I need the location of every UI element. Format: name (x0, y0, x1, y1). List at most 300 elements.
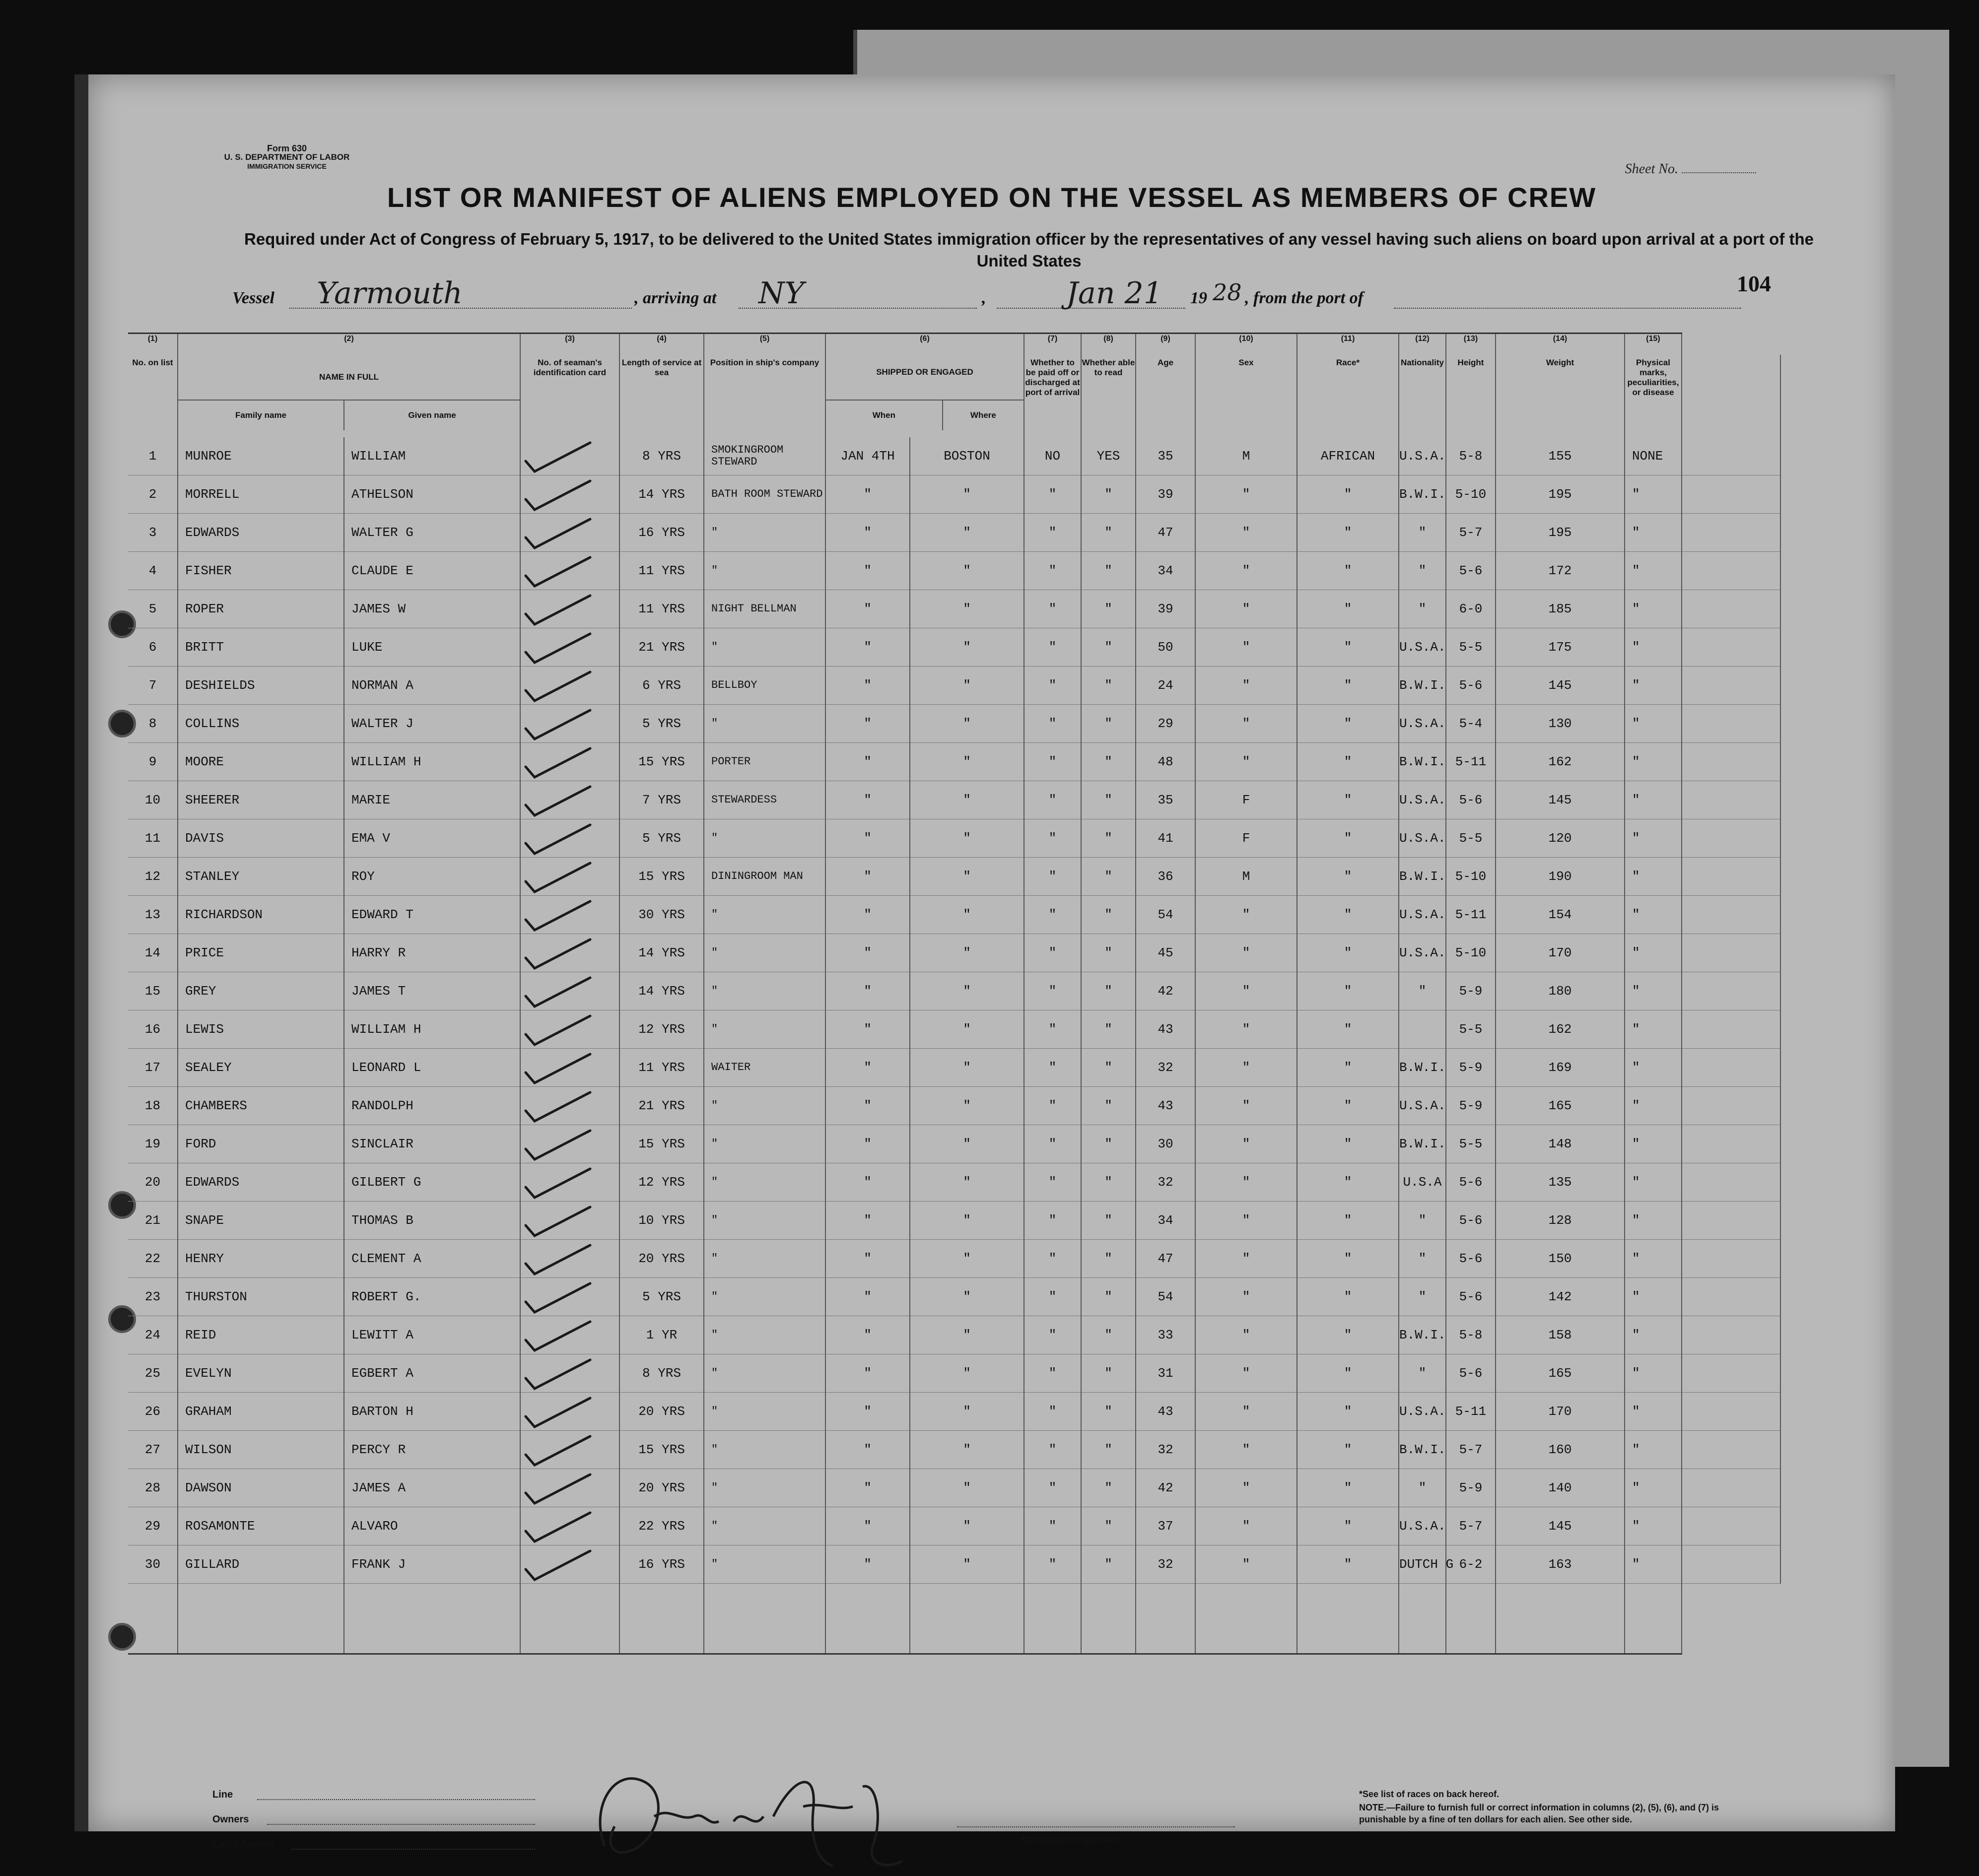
physical-marks: NONE (1625, 437, 1682, 475)
race: " (1297, 1087, 1399, 1125)
height: 6-0 (1446, 590, 1496, 628)
height: 5-10 (1446, 934, 1496, 972)
sex: " (1195, 628, 1297, 667)
sex: " (1195, 1316, 1297, 1354)
age: 37 (1136, 1507, 1195, 1545)
id-card-check (520, 781, 619, 819)
paid-off: " (1024, 1240, 1081, 1278)
height: 5-6 (1446, 1240, 1496, 1278)
table-row (128, 934, 1780, 972)
weight: 162 (1496, 743, 1625, 781)
able-to-read: " (1081, 552, 1136, 590)
given-name: SINCLAIR (344, 1125, 520, 1163)
id-card-check (520, 896, 619, 934)
family-name: SHEERER (178, 781, 344, 819)
weight: 150 (1496, 1240, 1625, 1278)
weight: 170 (1496, 1393, 1625, 1431)
family-name: SNAPE (178, 1202, 344, 1240)
shipped-when: " (825, 1010, 910, 1049)
header-family-name: Family name (178, 401, 344, 430)
able-to-read: " (1081, 1087, 1136, 1125)
race: " (1297, 667, 1399, 705)
able-to-read: " (1081, 858, 1136, 896)
position: " (704, 1431, 825, 1469)
physical-marks: " (1625, 972, 1682, 1010)
service-length: 12 YRS (619, 1010, 704, 1049)
given-name: NORMAN A (344, 667, 520, 705)
weight: 140 (1496, 1469, 1625, 1507)
list-number: 29 (128, 1507, 178, 1545)
position: STEWARDESS (704, 781, 825, 819)
age: 42 (1136, 1469, 1195, 1507)
height: 5-11 (1446, 1393, 1496, 1431)
table-row (128, 1545, 1780, 1584)
id-card-check (520, 1393, 619, 1431)
shipped-where: " (910, 1163, 1024, 1202)
nationality: U.S.A. (1399, 437, 1446, 475)
given-name: WILLIAM (344, 437, 520, 475)
age: 34 (1136, 1202, 1195, 1240)
shipped-when: " (825, 1049, 910, 1087)
age: 35 (1136, 437, 1195, 475)
nationality: U.S.A. (1399, 819, 1446, 858)
id-card-check (520, 1469, 619, 1507)
sex: " (1195, 1507, 1297, 1545)
paid-off: " (1024, 514, 1081, 552)
position: " (704, 1125, 825, 1163)
nationality: B.W.I. (1399, 1049, 1446, 1087)
family-name: FISHER (178, 552, 344, 590)
weight: 145 (1496, 667, 1625, 705)
able-to-read: " (1081, 1316, 1136, 1354)
race: " (1297, 1354, 1399, 1393)
sex: " (1195, 1163, 1297, 1202)
position: " (704, 628, 825, 667)
list-number: 20 (128, 1163, 178, 1202)
id-card-check (520, 1087, 619, 1125)
header-sex: Sex (1195, 355, 1297, 437)
table-row (128, 1507, 1780, 1545)
sex: " (1195, 1393, 1297, 1431)
position: WAITER (704, 1049, 825, 1087)
height: 5-6 (1446, 667, 1496, 705)
arriving-label: , arriving at (634, 289, 717, 307)
height: 5-6 (1446, 1354, 1496, 1393)
able-to-read: " (1081, 705, 1136, 743)
shipped-when: " (825, 1393, 910, 1431)
paid-off: " (1024, 1202, 1081, 1240)
height: 5-6 (1446, 552, 1496, 590)
weight: 128 (1496, 1202, 1625, 1240)
sex: " (1195, 1469, 1297, 1507)
family-name: MORRELL (178, 475, 344, 514)
given-name: ROBERT G. (344, 1278, 520, 1316)
table-row (128, 705, 1780, 743)
able-to-read: " (1081, 1240, 1136, 1278)
service-length: 7 YRS (619, 781, 704, 819)
sex: " (1195, 1545, 1297, 1584)
shipped-when: JAN 4TH (825, 437, 910, 475)
race: " (1297, 628, 1399, 667)
race: " (1297, 514, 1399, 552)
table-row (128, 743, 1780, 781)
sheet-label: Sheet No. (1625, 161, 1756, 177)
paid-off: " (1024, 1278, 1081, 1316)
nationality: " (1399, 590, 1446, 628)
shipped-when: " (825, 1316, 910, 1354)
table-row (128, 514, 1780, 552)
race: " (1297, 972, 1399, 1010)
position: SMOKINGROOM STEWARD (704, 437, 825, 475)
arriving-value: NY (758, 276, 805, 311)
able-to-read: " (1081, 743, 1136, 781)
shipped-when: " (825, 1354, 910, 1393)
list-number: 28 (128, 1469, 178, 1507)
family-name: PRICE (178, 934, 344, 972)
position: " (704, 705, 825, 743)
paid-off: " (1024, 781, 1081, 819)
id-card-check (520, 514, 619, 552)
shipped-where: " (910, 628, 1024, 667)
form-number: Form 630 (267, 143, 307, 153)
race: " (1297, 1202, 1399, 1240)
id-card-check (520, 1202, 619, 1240)
age: 47 (1136, 1240, 1195, 1278)
family-name: MUNROE (178, 437, 344, 475)
paid-off: " (1024, 1010, 1081, 1049)
service-length: 20 YRS (619, 1240, 704, 1278)
sex: " (1195, 896, 1297, 934)
shipped-where: " (910, 972, 1024, 1010)
physical-marks: " (1625, 896, 1682, 934)
table-row (128, 667, 1780, 705)
position: " (704, 1393, 825, 1431)
given-name: ATHELSON (344, 475, 520, 514)
able-to-read: " (1081, 1202, 1136, 1240)
sex: F (1195, 781, 1297, 819)
col-number: (15) (1625, 334, 1682, 355)
shipped-where: " (910, 896, 1024, 934)
family-name: EVELYN (178, 1354, 344, 1393)
shipped-when: " (825, 1125, 910, 1163)
table-row (128, 1202, 1780, 1240)
sex: " (1195, 590, 1297, 628)
given-name: BARTON H (344, 1393, 520, 1431)
id-card-check (520, 705, 619, 743)
physical-marks: " (1625, 1163, 1682, 1202)
list-number: 14 (128, 934, 178, 972)
physical-marks: " (1625, 514, 1682, 552)
height: 5-11 (1446, 896, 1496, 934)
able-to-read: " (1081, 1469, 1136, 1507)
header-shipped (825, 355, 1024, 437)
list-number: 11 (128, 819, 178, 858)
weight: 170 (1496, 934, 1625, 972)
sex: " (1195, 1354, 1297, 1393)
given-name: PERCY R (344, 1431, 520, 1469)
col-number: (5) (704, 334, 825, 355)
service-length: 11 YRS (619, 1049, 704, 1087)
position: " (704, 819, 825, 858)
given-name: WALTER G (344, 514, 520, 552)
paid-off: " (1024, 819, 1081, 858)
position: " (704, 1545, 825, 1584)
family-name: DESHIELDS (178, 667, 344, 705)
position: " (704, 1010, 825, 1049)
sex: " (1195, 972, 1297, 1010)
shipped-when: " (825, 1163, 910, 1202)
family-name: SEALEY (178, 1049, 344, 1087)
family-name: REID (178, 1316, 344, 1354)
header-paid-off: Whether to be paid off or discharged at port of arrival (1024, 355, 1081, 437)
sex: " (1195, 1240, 1297, 1278)
shipped-where: " (910, 552, 1024, 590)
given-name: MARIE (344, 781, 520, 819)
able-to-read: " (1081, 819, 1136, 858)
service-length: 30 YRS (619, 896, 704, 934)
race: " (1297, 1049, 1399, 1087)
physical-marks: " (1625, 1316, 1682, 1354)
height: 5-4 (1446, 705, 1496, 743)
manifest-table (128, 333, 1781, 1655)
nationality: DUTCH G (1399, 1545, 1446, 1584)
col-number: (1) (128, 334, 178, 355)
physical-marks: " (1625, 858, 1682, 896)
family-name: RICHARDSON (178, 896, 344, 934)
header-able-to-read: Whether able to read (1081, 355, 1136, 437)
physical-marks: " (1625, 552, 1682, 590)
nationality: U.S.A. (1399, 896, 1446, 934)
table-row (128, 1087, 1780, 1125)
physical-marks: " (1625, 1049, 1682, 1087)
header-weight: Weight (1496, 355, 1625, 437)
shipped-where: " (910, 1507, 1024, 1545)
paid-off: " (1024, 934, 1081, 972)
table-row (128, 1278, 1780, 1316)
paid-off: " (1024, 552, 1081, 590)
header-when: When (826, 401, 943, 430)
race: AFRICAN (1297, 437, 1399, 475)
header-nationality: Nationality (1399, 355, 1446, 437)
able-to-read: " (1081, 475, 1136, 514)
shipped-when: " (825, 858, 910, 896)
physical-marks: " (1625, 743, 1682, 781)
list-number: 24 (128, 1316, 178, 1354)
table-row (128, 475, 1780, 514)
id-card-check (520, 1545, 619, 1584)
id-card-check (520, 1163, 619, 1202)
shipped-where: " (910, 667, 1024, 705)
age: 29 (1136, 705, 1195, 743)
paid-off: " (1024, 590, 1081, 628)
position: " (704, 1163, 825, 1202)
family-name: BRITT (178, 628, 344, 667)
table-row (128, 896, 1780, 934)
service-length: 8 YRS (619, 1354, 704, 1393)
age: 35 (1136, 781, 1195, 819)
age: 42 (1136, 972, 1195, 1010)
physical-marks: " (1625, 1393, 1682, 1431)
id-card-check (520, 1010, 619, 1049)
race: " (1297, 1278, 1399, 1316)
id-card-check (520, 1316, 619, 1354)
paid-off: " (1024, 1431, 1081, 1469)
race: " (1297, 1125, 1399, 1163)
weight: 130 (1496, 705, 1625, 743)
service-length: 14 YRS (619, 475, 704, 514)
shipped-when: " (825, 628, 910, 667)
port-label: , from the port of (1245, 289, 1364, 307)
position: NIGHT BELLMAN (704, 590, 825, 628)
given-name: LEWITT A (344, 1316, 520, 1354)
weight: 165 (1496, 1087, 1625, 1125)
page-title: LIST OR MANIFEST OF ALIENS EMPLOYED ON THE VESSEL AS MEMBERS OF CREW (387, 182, 1597, 213)
weight: 165 (1496, 1354, 1625, 1393)
position: " (704, 552, 825, 590)
paid-off: NO (1024, 437, 1081, 475)
able-to-read: " (1081, 1010, 1136, 1049)
race: " (1297, 934, 1399, 972)
service-length: 11 YRS (619, 590, 704, 628)
height: 5-9 (1446, 1049, 1496, 1087)
position: BELLBOY (704, 667, 825, 705)
table-row (128, 972, 1780, 1010)
table-row (128, 819, 1780, 858)
shipped-where: " (910, 1545, 1024, 1584)
sex: M (1195, 437, 1297, 475)
physical-marks: " (1625, 1431, 1682, 1469)
able-to-read: " (1081, 1163, 1136, 1202)
shipped-when: " (825, 1087, 910, 1125)
nationality: B.W.I. (1399, 858, 1446, 896)
sex: " (1195, 934, 1297, 972)
given-name: WILLIAM H (344, 743, 520, 781)
sex: " (1195, 667, 1297, 705)
given-name: RANDOLPH (344, 1087, 520, 1125)
id-card-check (520, 1278, 619, 1316)
able-to-read: YES (1081, 437, 1136, 475)
height: 5-6 (1446, 1202, 1496, 1240)
manifest-page (74, 74, 1895, 1850)
height: 5-9 (1446, 1469, 1496, 1507)
table-row (128, 552, 1780, 590)
table-row (128, 590, 1780, 628)
nationality: U.S.A. (1399, 1507, 1446, 1545)
able-to-read: " (1081, 1049, 1136, 1087)
position: " (704, 896, 825, 934)
list-number: 21 (128, 1202, 178, 1240)
nationality: " (1399, 1278, 1446, 1316)
shipped-when: " (825, 934, 910, 972)
shipped-where: " (910, 1393, 1024, 1431)
weight: 155 (1496, 437, 1625, 475)
owners-label: Owners (212, 1814, 249, 1825)
note-races: *See list of races on back hereof. (1359, 1789, 1500, 1799)
shipped-where: " (910, 743, 1024, 781)
given-name: JAMES T (344, 972, 520, 1010)
service: IMMIGRATION SERVICE (247, 162, 327, 170)
shipped-where: " (910, 705, 1024, 743)
race: " (1297, 858, 1399, 896)
race: " (1297, 1431, 1399, 1469)
shipped-where: " (910, 934, 1024, 972)
list-number: 25 (128, 1354, 178, 1393)
shipped-where: " (910, 590, 1024, 628)
weight: 160 (1496, 1431, 1625, 1469)
nationality: B.W.I. (1399, 475, 1446, 514)
col-number: (11) (1297, 334, 1399, 355)
shipped-when: " (825, 1240, 910, 1278)
list-number: 4 (128, 552, 178, 590)
given-name: HARRY R (344, 934, 520, 972)
paid-off: " (1024, 667, 1081, 705)
age: 24 (1136, 667, 1195, 705)
list-number: 6 (128, 628, 178, 667)
paid-off: " (1024, 972, 1081, 1010)
table-row (128, 1125, 1780, 1163)
shipped-when: " (825, 1431, 910, 1469)
table-row (128, 1393, 1780, 1431)
height: 5-11 (1446, 743, 1496, 781)
nationality: " (1399, 972, 1446, 1010)
physical-marks: " (1625, 819, 1682, 858)
paid-off: " (1024, 1087, 1081, 1125)
position: " (704, 1240, 825, 1278)
shipped-where: " (910, 514, 1024, 552)
shipped-when: " (825, 1278, 910, 1316)
shipped-where: " (910, 1354, 1024, 1393)
table-row (128, 1431, 1780, 1469)
sheet-number: 104 (1737, 271, 1771, 296)
position: " (704, 1507, 825, 1545)
table-row (128, 1049, 1780, 1087)
able-to-read: " (1081, 1354, 1136, 1393)
list-number: 26 (128, 1393, 178, 1431)
list-number: 23 (128, 1278, 178, 1316)
note-penalty: NOTE.—Failure to furnish full or correct information in columns (2), (5), (6), and (7) is punishable by a fine of ten dollars for each alien. See other side. (1359, 1803, 1719, 1824)
given-name: EGBERT A (344, 1354, 520, 1393)
paid-off: " (1024, 896, 1081, 934)
race: " (1297, 1010, 1399, 1049)
position: " (704, 1087, 825, 1125)
family-name: EDWARDS (178, 1163, 344, 1202)
id-card-check (520, 1507, 619, 1545)
height: 5-10 (1446, 475, 1496, 514)
vessel-row: Vessel Yarmouth , arriving at NY , Jan 21 19 28 , from the port of (232, 283, 1746, 313)
able-to-read: " (1081, 1545, 1136, 1584)
position: DININGROOM MAN (704, 858, 825, 896)
shipped-where: " (910, 819, 1024, 858)
family-name: MOORE (178, 743, 344, 781)
table-row (128, 781, 1780, 819)
given-name: EMA V (344, 819, 520, 858)
shipped-where: " (910, 1240, 1024, 1278)
family-name: EDWARDS (178, 514, 344, 552)
physical-marks: " (1625, 1202, 1682, 1240)
nationality: U.S.A. (1399, 1393, 1446, 1431)
weight: 172 (1496, 552, 1625, 590)
shipped-when: " (825, 552, 910, 590)
sex: " (1195, 514, 1297, 552)
able-to-read: " (1081, 896, 1136, 934)
physical-marks: " (1625, 1354, 1682, 1393)
age: 32 (1136, 1545, 1195, 1584)
sex: " (1195, 743, 1297, 781)
shipped-when: " (825, 1545, 910, 1584)
service-length: 22 YRS (619, 1507, 704, 1545)
service-length: 14 YRS (619, 972, 704, 1010)
table-row (128, 1163, 1780, 1202)
